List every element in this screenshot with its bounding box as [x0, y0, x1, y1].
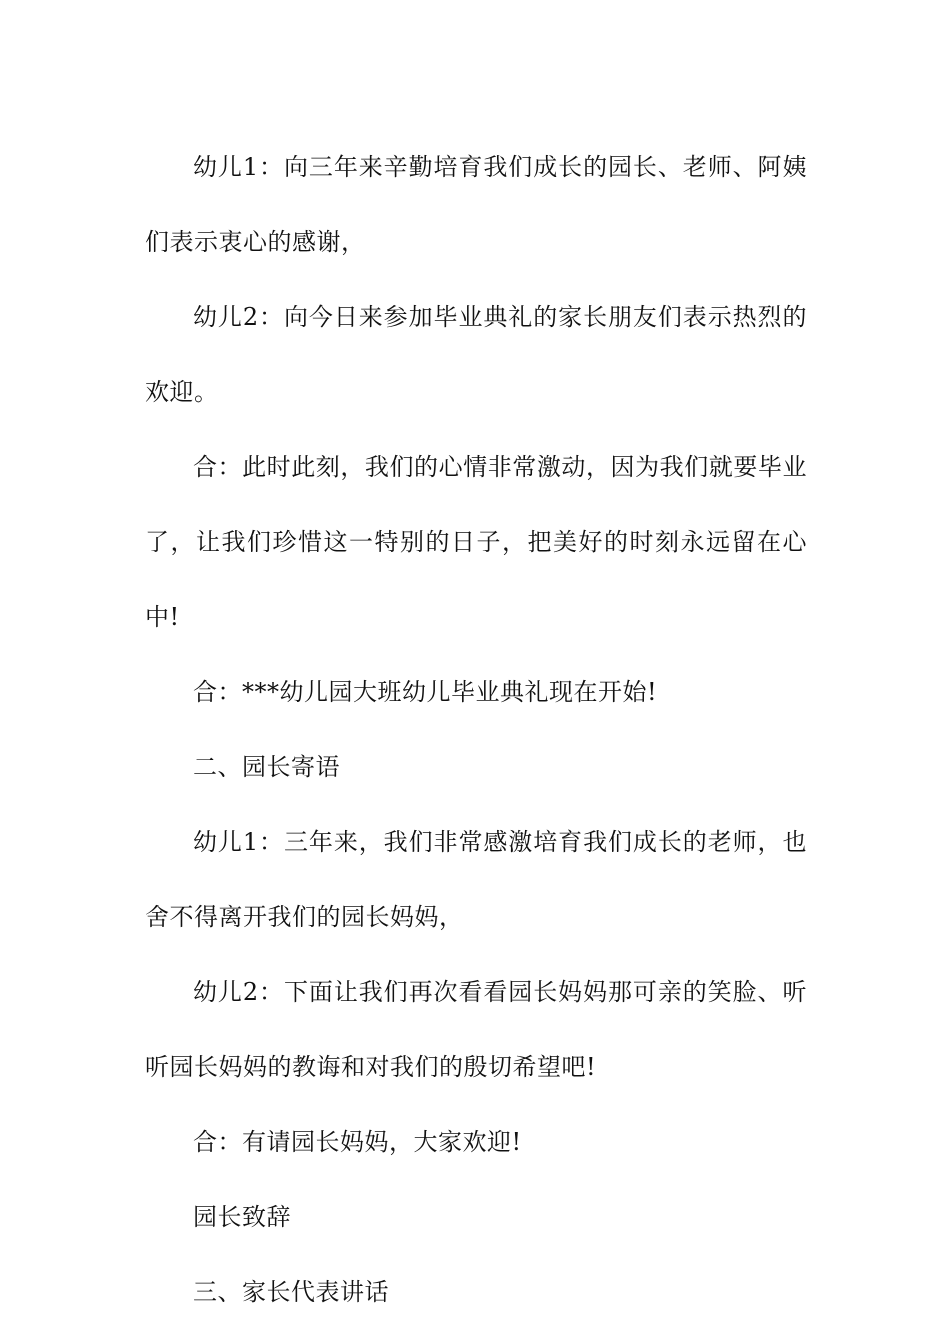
paragraph-3: 合：此时此刻，我们的心情非常激动，因为我们就要毕业了，让我们珍惜这一特别的日子，把美好的时刻永远留在心中!	[145, 453, 807, 631]
paragraph-7: 合：有请园长妈妈，大家欢迎!	[193, 1128, 522, 1156]
paragraph-5: 幼儿1：三年来，我们非常感激培育我们成长的老师，也舍不得离开我们的园长妈妈，	[145, 828, 807, 931]
paragraph-4: 合：***幼儿园大班幼儿毕业典礼现在开始!	[193, 678, 658, 706]
paragraph-1: 幼儿1：向三年来辛勤培育我们成长的园长、老师、阿姨们表示衷心的感谢，	[145, 153, 807, 256]
section-heading-3: 三、家长代表讲话	[193, 1278, 389, 1306]
section-heading-2: 二、园长寄语	[193, 753, 340, 781]
document-body	[145, 130, 807, 1330]
paragraph-8: 园长致辞	[193, 1203, 291, 1231]
paragraph-2: 幼儿2：向今日来参加毕业典礼的家长朋友们表示热烈的欢迎。	[145, 303, 807, 406]
paragraph-6: 幼儿2：下面让我们再次看看园长妈妈那可亲的笑脸、听听园长妈妈的教诲和对我们的殷切希望吧!	[145, 978, 807, 1081]
